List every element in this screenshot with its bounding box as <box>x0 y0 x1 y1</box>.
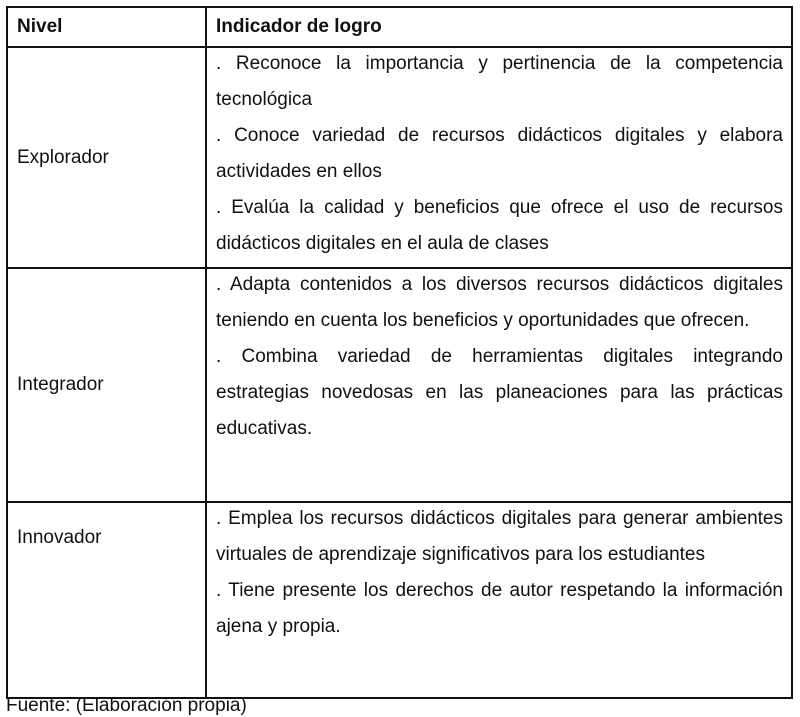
header-indicator: Indicador de logro <box>216 16 382 37</box>
level-label: Innovador <box>8 503 207 697</box>
indicator-list <box>216 267 783 447</box>
table-row-innovador <box>8 501 791 697</box>
indicator-item: . Emplea los recursos didácticos digitales para generar ambientes virtuales de aprendizaje significativos para los estudiantes <box>216 508 783 565</box>
header-level: Nivel <box>8 8 207 46</box>
indicator-item: . Evalúa la calidad y beneficios que ofrece el uso de recursos didácticos digitales en el aula de clases <box>216 197 783 254</box>
level-label: Integrador <box>8 269 207 501</box>
indicator-cell <box>207 48 791 267</box>
indicator-cell <box>207 269 791 501</box>
indicator-item: . Adapta contenidos a los diversos recursos didácticos digitales teniendo en cuenta los beneficios y oportunidades que ofrecen. <box>216 274 783 331</box>
level-label: Explorador <box>8 48 207 267</box>
table-row-explorador <box>8 46 791 267</box>
indicator-item: . Reconoce la importancia y pertinencia de la competencia tecnológica <box>216 53 783 110</box>
indicator-cell <box>207 503 791 697</box>
achievement-indicators-table <box>6 6 793 699</box>
indicator-item: . Tiene presente los derechos de autor respetando la información ajena y propia. <box>216 580 783 637</box>
table-row-integrador <box>8 267 791 501</box>
table-source-caption: Fuente: (Elaboración propia) <box>6 695 247 716</box>
table-header-row <box>8 8 791 46</box>
indicator-item: . Conoce variedad de recursos didácticos digitales y elabora actividades en ellos <box>216 125 783 182</box>
indicator-list <box>216 46 783 262</box>
indicator-item: . Combina variedad de herramientas digitales integrando estrategias novedosas en las planeaciones para las prácticas educativas. <box>216 346 783 439</box>
indicator-list <box>216 501 783 645</box>
